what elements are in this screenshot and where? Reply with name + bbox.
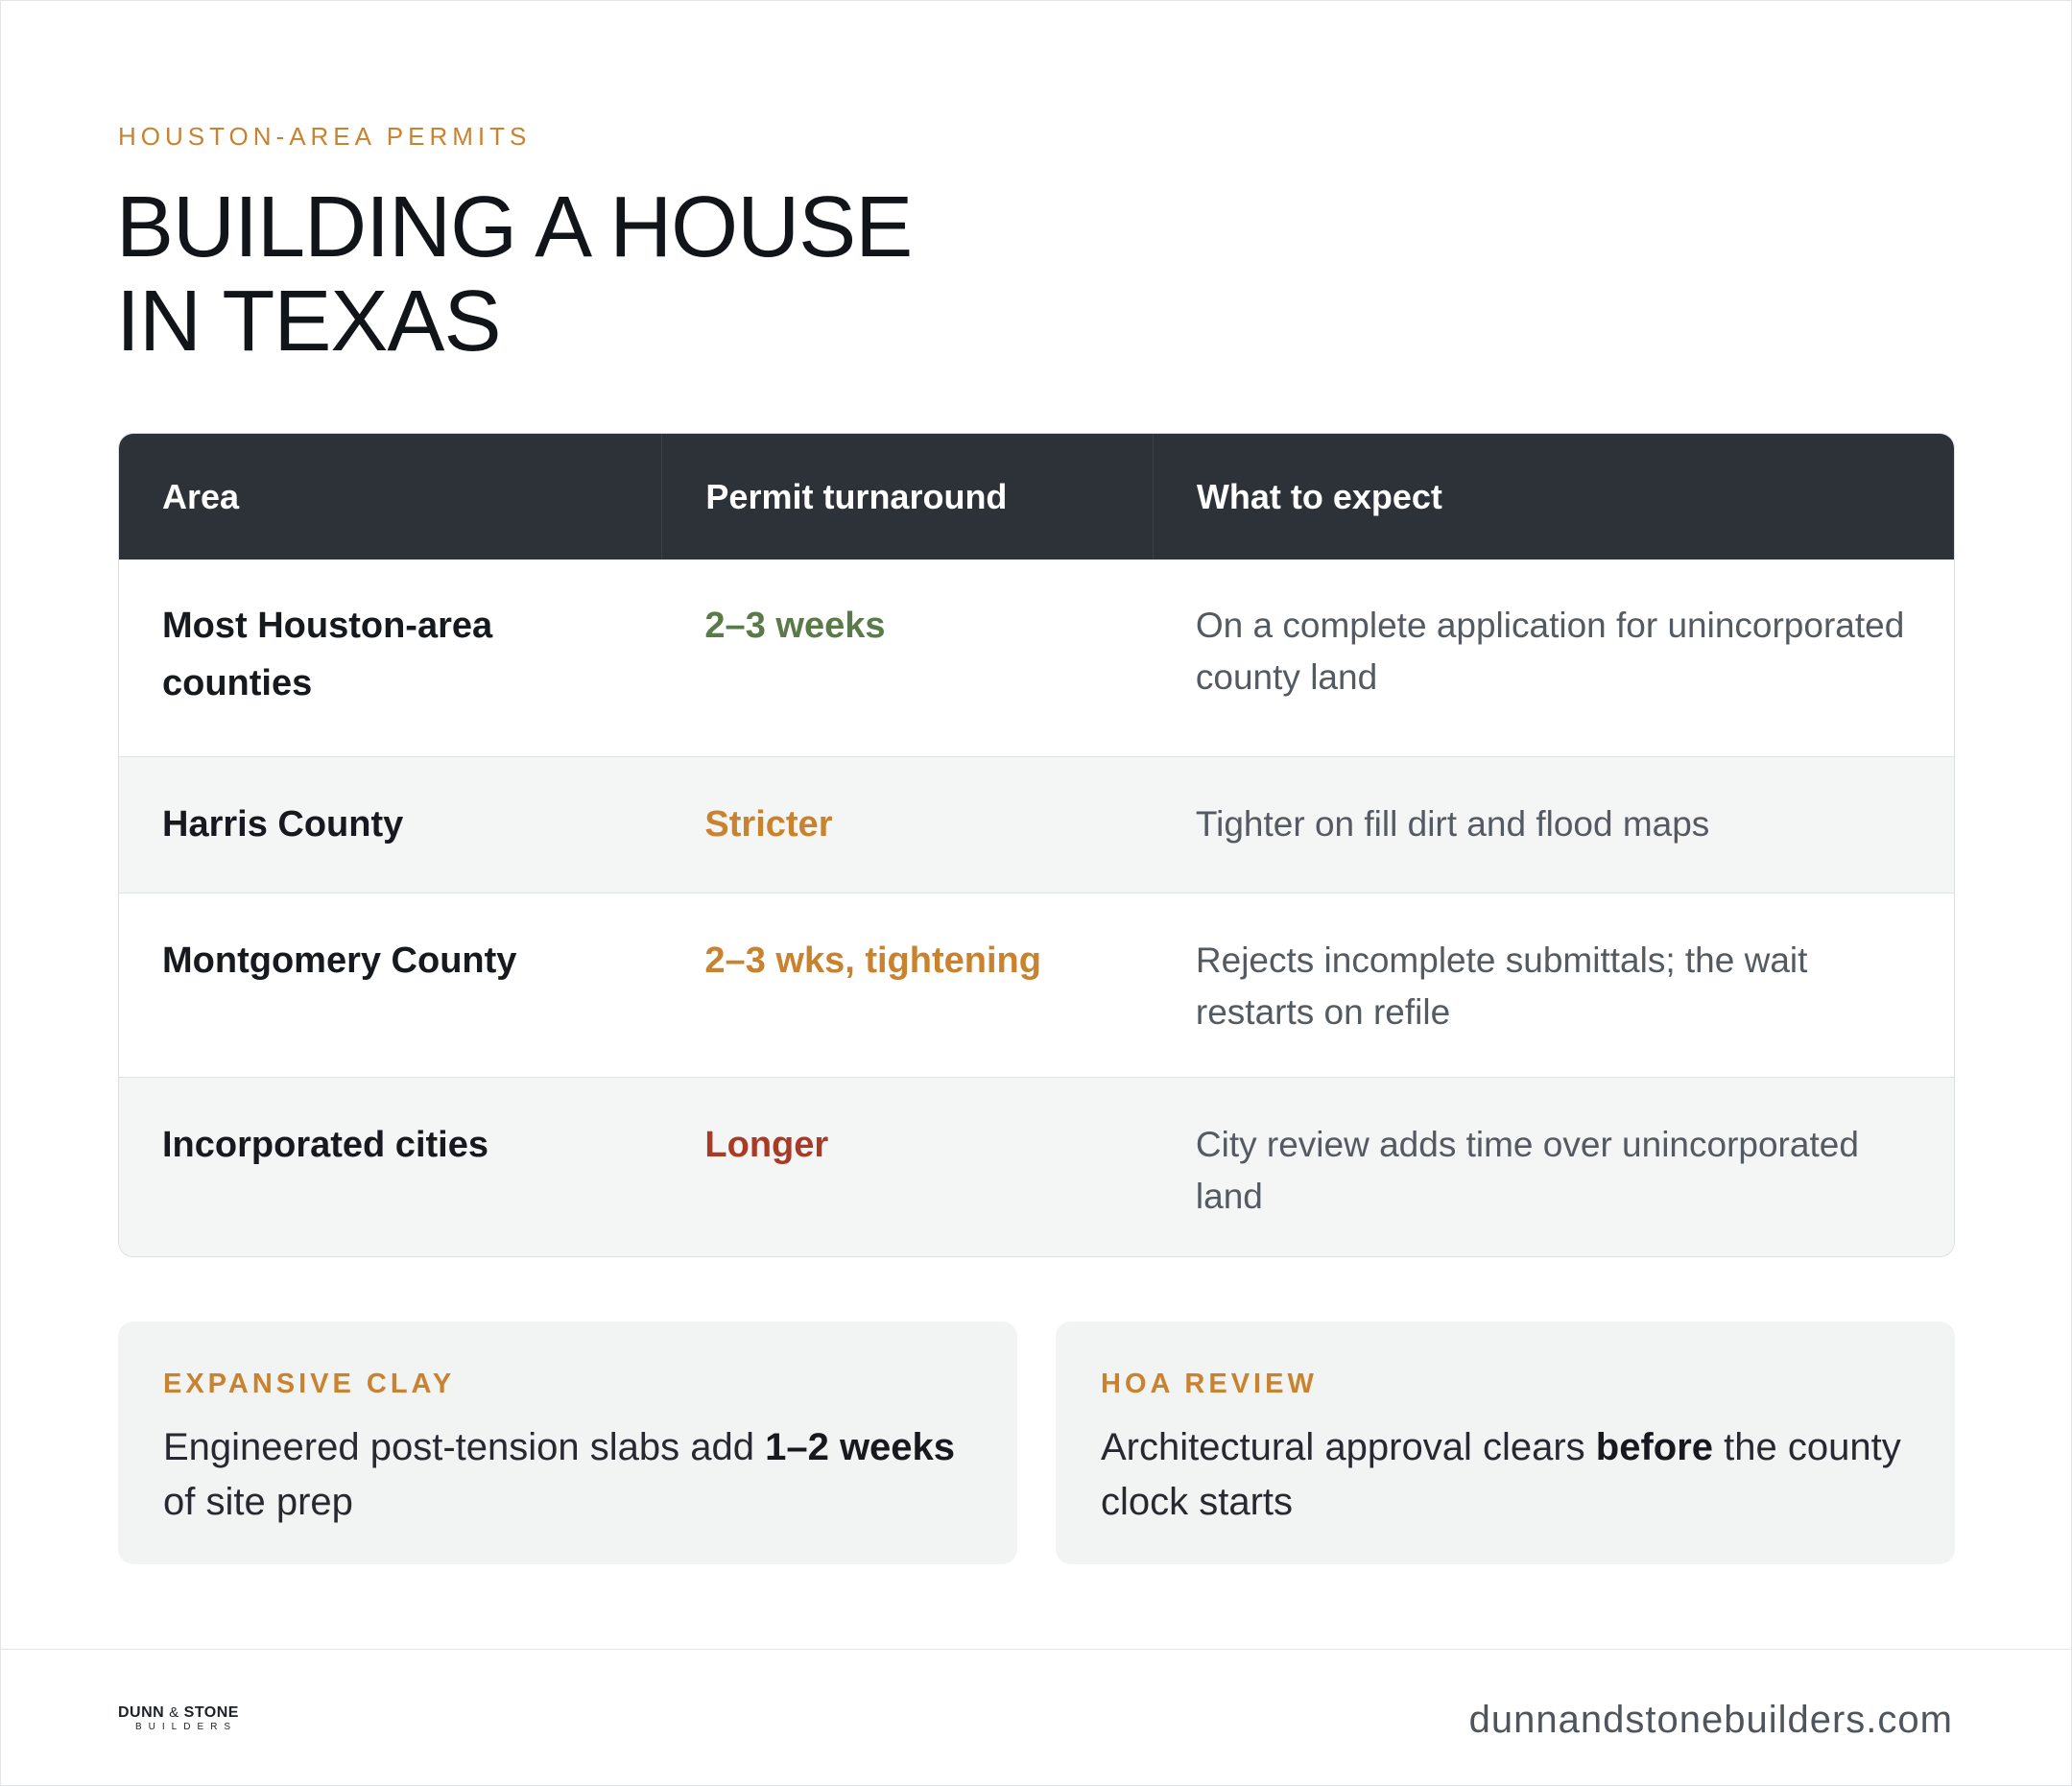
column-header-turnaround: Permit turnaround [661, 434, 1152, 560]
column-header-area: Area [162, 476, 240, 516]
info-cards [118, 1322, 1955, 1564]
row-expect: Rejects incomplete submittals; the wait restarts on refile [1195, 941, 1808, 1032]
row-area: Montgomery County [162, 941, 517, 981]
logo-name-part: DUNN [118, 1704, 165, 1721]
row-expect: On a complete application for unincorporated county land [1195, 606, 1905, 697]
row-turnaround: Stricter [704, 804, 833, 845]
row-turnaround: Longer [704, 1125, 829, 1165]
row-expect: Tighter on fill dirt and flood maps [1195, 804, 1710, 844]
title-line-1: BUILDING A HOUSE [116, 179, 913, 275]
row-area: Most Houston-area counties [162, 606, 493, 703]
page-title [116, 180, 912, 369]
permit-table [118, 433, 1955, 1257]
card-text-part: the county clock starts [1101, 1426, 1901, 1523]
card-text-part: of site prep [163, 1481, 353, 1523]
card-label: EXPANSIVE CLAY [163, 1369, 456, 1399]
row-area: Harris County [162, 804, 404, 845]
table-row [119, 893, 1954, 1077]
card-text [163, 1420, 972, 1530]
website-url: dunnandstonebuilders.com [1468, 1699, 1953, 1741]
eyebrow-label: HOUSTON-AREA PERMITS [118, 122, 532, 151]
table-row [119, 560, 1954, 756]
card-hoa-review [1056, 1322, 1955, 1564]
footer-divider [0, 1649, 2072, 1650]
card-text-part: Engineered post-tension slabs add [163, 1426, 766, 1468]
logo-wordmark [118, 1704, 252, 1722]
row-turnaround: 2–3 weeks [704, 606, 886, 646]
logo-subtitle: BUILDERS [135, 1722, 238, 1732]
card-text-part: Architectural approval clears [1101, 1426, 1596, 1468]
table-row [119, 756, 1954, 893]
card-label: HOA REVIEW [1101, 1369, 1318, 1399]
card-text-emphasis: 1–2 weeks [765, 1426, 956, 1468]
logo-ampersand: & [169, 1704, 179, 1721]
brand-logo [118, 1704, 252, 1733]
card-text [1101, 1420, 1910, 1530]
row-expect: City review adds time over unincorporated land [1195, 1125, 1859, 1216]
column-header-expect: What to expect [1153, 434, 1954, 560]
title-line-2: IN TEXAS [116, 274, 501, 369]
row-turnaround: 2–3 wks, tightening [704, 941, 1041, 981]
logo-name-part: STONE [183, 1704, 239, 1721]
table-header [119, 434, 1954, 560]
card-text-emphasis: before [1595, 1426, 1714, 1468]
row-area: Incorporated cities [162, 1125, 488, 1165]
table-row [119, 1077, 1954, 1257]
card-expansive-clay [118, 1322, 1017, 1564]
